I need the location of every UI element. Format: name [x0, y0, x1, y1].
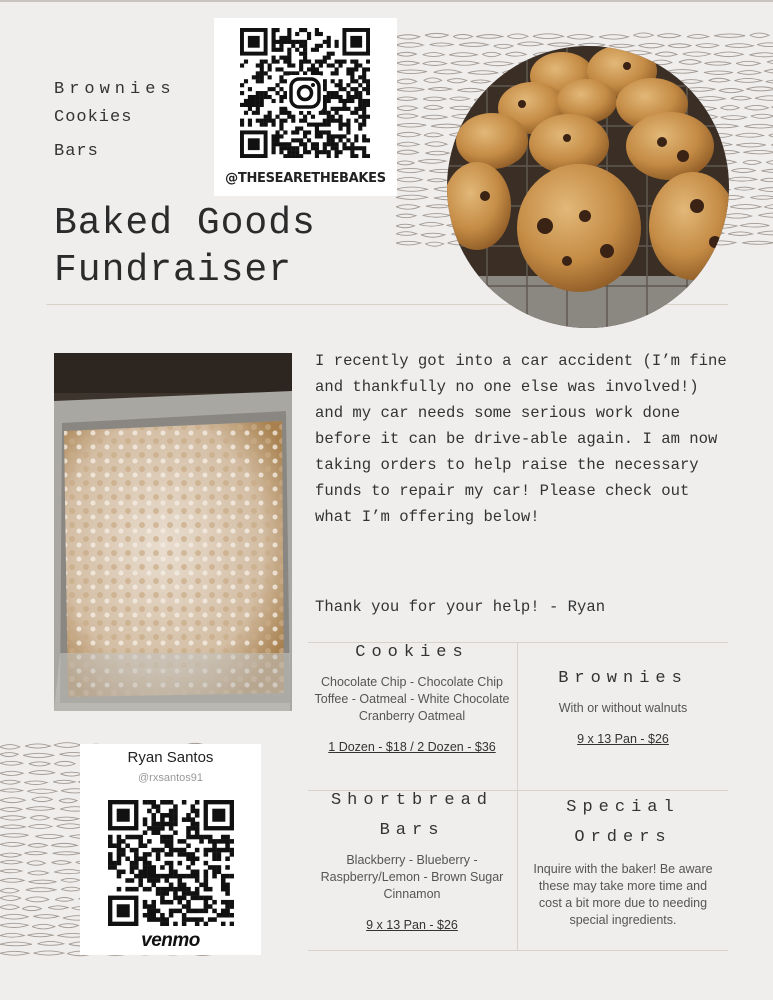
instagram-qr-code[interactable]: [240, 28, 370, 158]
venmo-username: @rxsantos91: [138, 772, 203, 784]
brownies-price: 9 x 13 Pan - $26: [577, 732, 669, 746]
menu-special-orders: [527, 793, 719, 929]
instagram-qr-card[interactable]: [214, 18, 397, 196]
instagram-handle: @THESEARETHEBAKES: [225, 171, 386, 186]
shortbread-heading-line-2: Bars: [379, 821, 445, 840]
brownies-description: With or without walnuts: [558, 701, 688, 715]
special-heading-line-1: Special: [566, 798, 680, 817]
cookies-price: 1 Dozen - $18 / 2 Dozen - $36: [328, 740, 496, 754]
menu-bottom-divider: [308, 950, 728, 951]
menu-brownies: [527, 664, 719, 748]
shortbread-heading-line-1: Shortbread: [330, 791, 494, 810]
venmo-logo: venmo: [141, 930, 200, 951]
shortbread-flavors: Blackberry - Blueberry - Raspberry/Lemon - Brown Sugar Cinnamon: [320, 853, 504, 901]
venmo-name: Ryan Santos: [127, 749, 214, 766]
cookies-flavors: Chocolate Chip - Chocolate Chip Toffee - Oatmeal - White Chocolate Cranberry Oatmeal: [314, 675, 510, 723]
tagline-brownies: Brownies: [54, 80, 176, 99]
title-line-2: Fundraiser: [54, 249, 293, 292]
menu-cookies: [312, 638, 512, 756]
tagline-cookies: Cookies: [54, 108, 133, 127]
special-description: Inquire with the baker! Be aware these may take more time and cost a bit more due to needing special ingredients.: [533, 862, 713, 927]
venmo-qr-code[interactable]: [108, 800, 234, 926]
brownies-heading: Brownies: [558, 669, 688, 688]
thanks-note: Thank you for your help! - Ryan: [315, 598, 606, 616]
page-title: [54, 200, 316, 294]
venmo-card[interactable]: [80, 744, 261, 955]
cookies-photo: [447, 46, 729, 328]
shortbread-price: 9 x 13 Pan - $26: [366, 918, 458, 932]
title-line-1: Baked Goods: [54, 202, 316, 245]
story-paragraph: I recently got into a car accident (I’m fine and thankfully no one else was involved!) and my car needs some serious work done before it can be drive-able again. I am now taking orders to help raise the necessary funds to repair my car! Please check out what I’m offering below!: [315, 352, 727, 526]
tagline-bars: Bars: [54, 142, 99, 161]
special-heading-line-2: Orders: [574, 828, 672, 847]
menu-vertical-divider: [517, 642, 518, 950]
cookies-heading: Cookies: [355, 643, 469, 662]
menu-shortbread-bars: [312, 786, 512, 934]
shortbread-bars-photo: [54, 353, 292, 711]
